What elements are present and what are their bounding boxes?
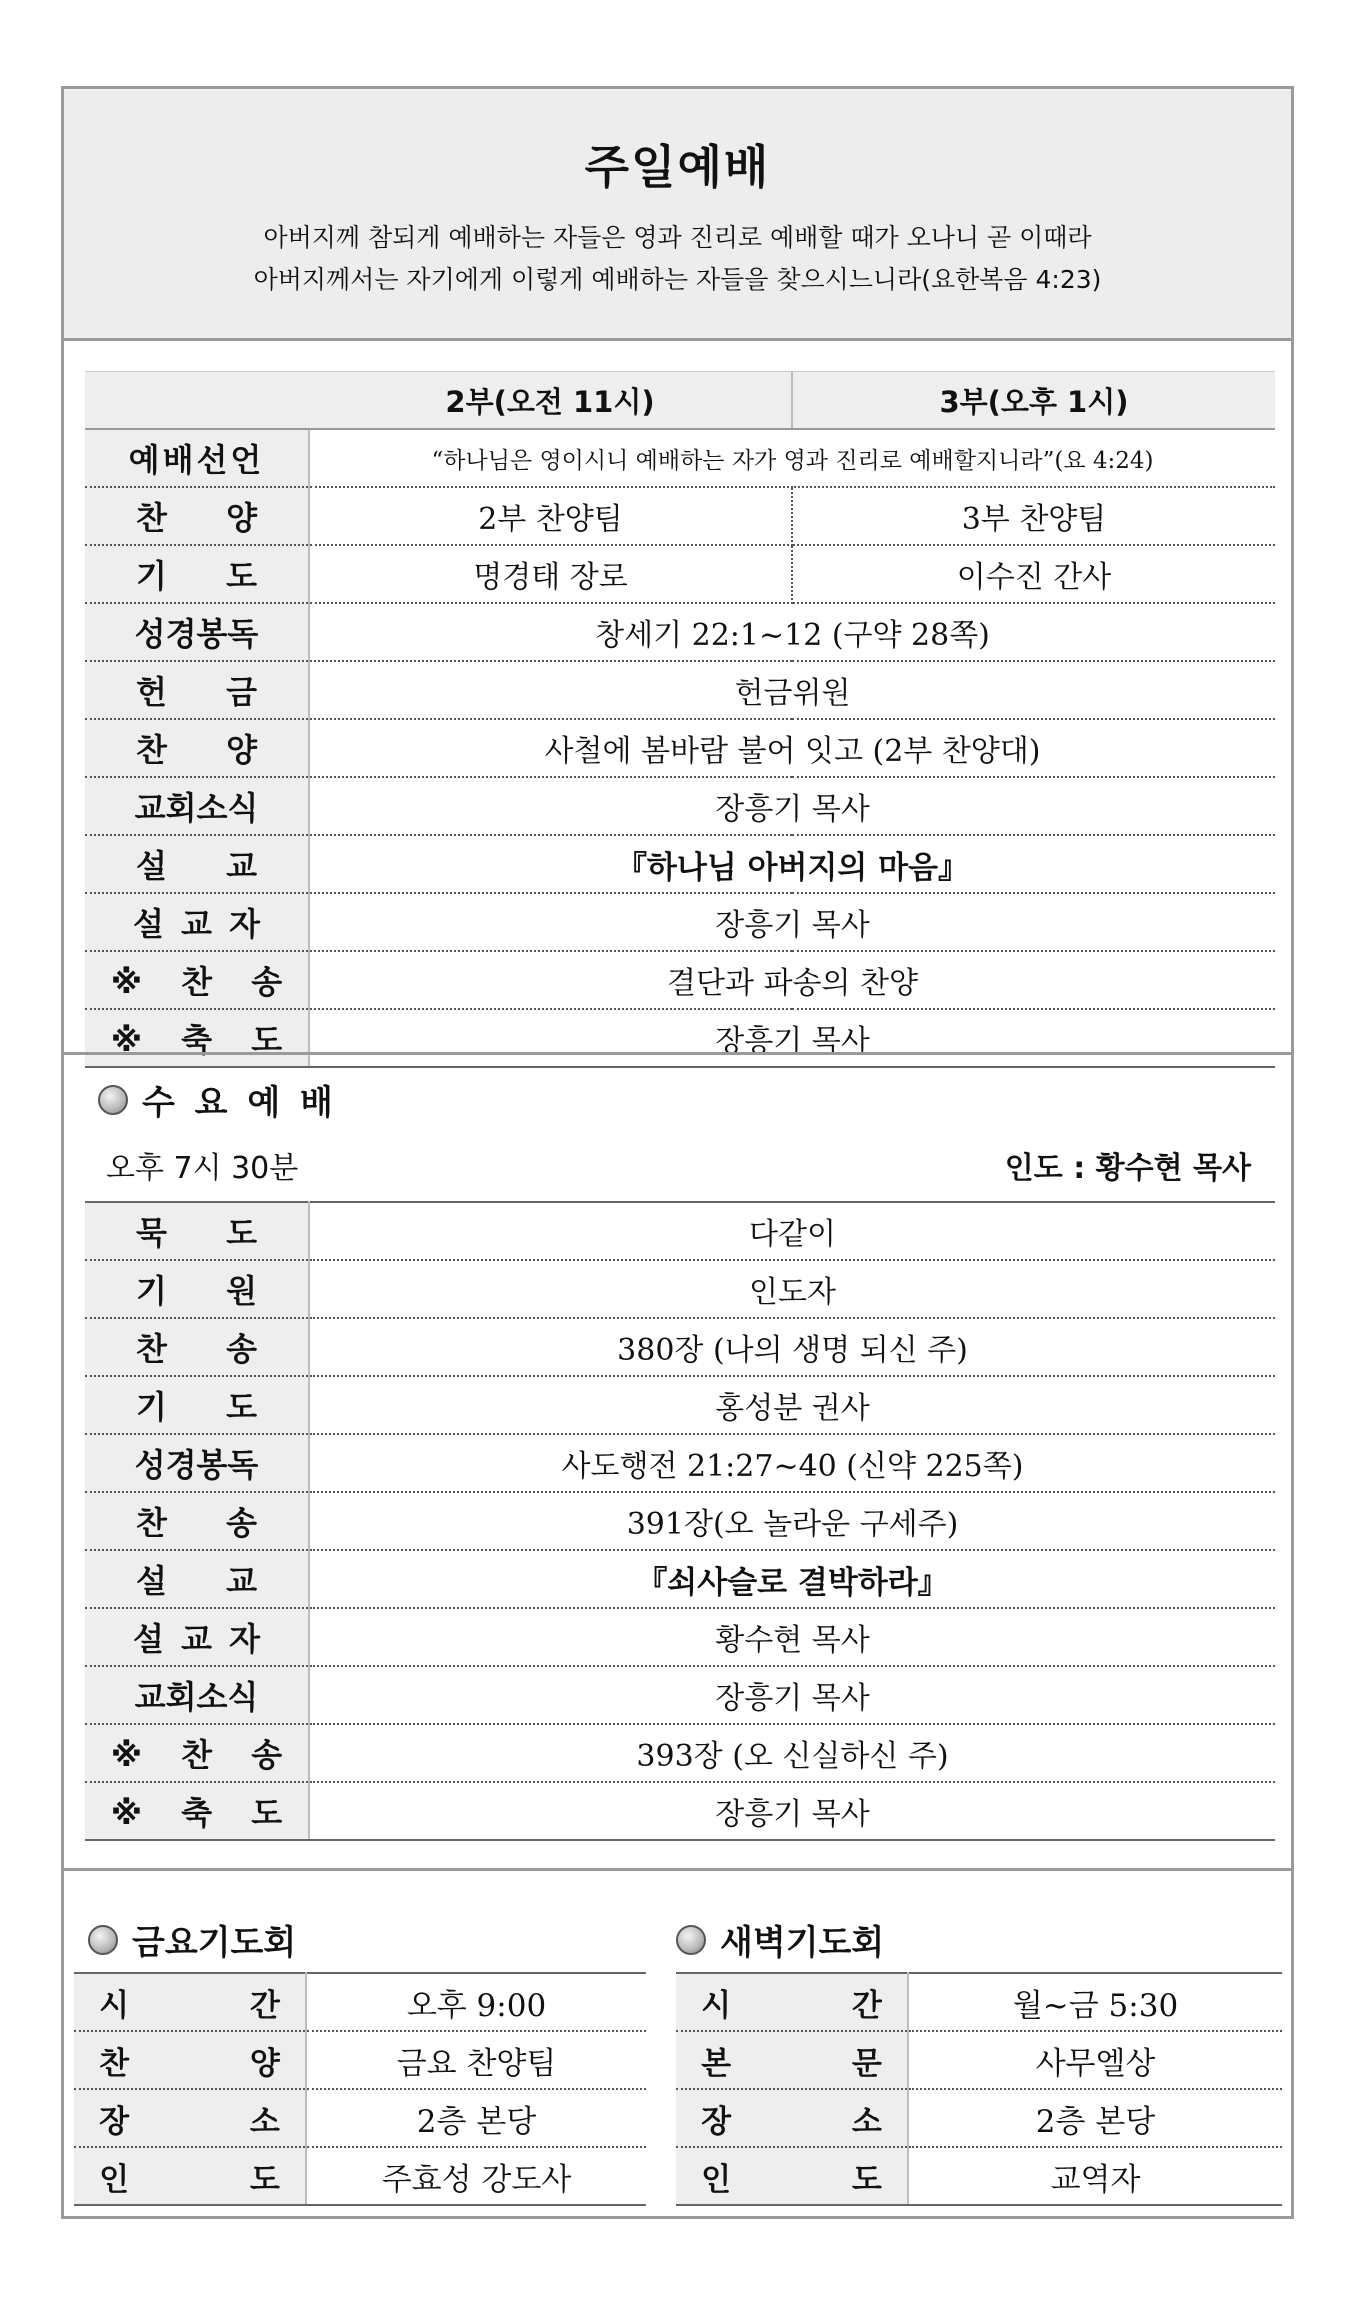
table-row: [85, 487, 1275, 545]
table-row: [85, 719, 1275, 777]
table-row: [74, 2089, 646, 2147]
row-label: 기 원: [85, 1260, 309, 1318]
col-3bu: 3부(오후 1시): [792, 372, 1275, 430]
row-label: 기 도: [85, 1376, 309, 1434]
table-row: [74, 2147, 646, 2205]
row-label: 기 도: [85, 545, 309, 603]
sermon-title: 『쇠사슬로 결박하라』: [309, 1550, 1275, 1608]
wednesday-section-title: [98, 1075, 337, 1124]
row-label: ※ 찬 송: [85, 1724, 309, 1782]
row-label: 장 소: [74, 2089, 306, 2147]
row-label: 찬 송: [85, 1318, 309, 1376]
table-row: [85, 429, 1275, 487]
circle-bullet-icon: [676, 1925, 706, 1955]
sunday-header-row: [85, 372, 1275, 430]
row-value: 장흥기 목사: [309, 893, 1275, 951]
row-value: 오후 9:00: [306, 1973, 646, 2031]
row-label: 교회소식: [85, 1666, 309, 1724]
row-label: ※ 축 도: [85, 1782, 309, 1840]
sunday-order-table: [85, 371, 1275, 1068]
row-value: 380장 (나의 생명 되신 주): [309, 1318, 1275, 1376]
row-label: 헌 금: [85, 661, 309, 719]
header-blank-cell: [85, 372, 309, 430]
row-value-3bu: 이수진 간사: [792, 545, 1275, 603]
row-label: 찬 송: [85, 1492, 309, 1550]
table-row: [85, 1492, 1275, 1550]
row-label: 본 문: [676, 2031, 908, 2089]
row-value: 결단과 파송의 찬양: [309, 951, 1275, 1009]
row-value: 금요 찬양팀: [306, 2031, 646, 2089]
row-value: 사도행전 21:27~40 (신약 225쪽): [309, 1434, 1275, 1492]
row-label: 설 교: [85, 1550, 309, 1608]
dawn-prayer-table: [676, 1972, 1282, 2206]
section-title-text: 새벽기도회: [720, 1923, 885, 1963]
row-value: 인도자: [309, 1260, 1275, 1318]
friday-section-title: [88, 1915, 296, 1964]
table-row: [85, 603, 1275, 661]
table-row: [85, 951, 1275, 1009]
row-value: 391장(오 놀라운 구세주): [309, 1492, 1275, 1550]
section-divider: [64, 1052, 1291, 1055]
row-value: 황수현 목사: [309, 1608, 1275, 1666]
row-value: 장흥기 목사: [309, 1666, 1275, 1724]
row-label: 설 교 자: [85, 893, 309, 951]
table-row: [85, 1260, 1275, 1318]
row-value: 홍성분 권사: [309, 1376, 1275, 1434]
row-label: ※ 찬 송: [85, 951, 309, 1009]
row-label: 찬 양: [85, 719, 309, 777]
row-label: 성경봉독: [85, 1434, 309, 1492]
row-value: 2층 본당: [306, 2089, 646, 2147]
table-row: [676, 1973, 1282, 2031]
row-label: 설 교: [85, 835, 309, 893]
row-value: 장흥기 목사: [309, 1009, 1275, 1067]
row-value: 월~금 5:30: [908, 1973, 1282, 2031]
table-row: [85, 1434, 1275, 1492]
table-row: [85, 661, 1275, 719]
row-value: 헌금위원: [309, 661, 1275, 719]
table-row: [85, 835, 1275, 893]
wednesday-order-table: [85, 1201, 1275, 1841]
row-value: 교역자: [908, 2147, 1282, 2205]
col-2bu: 2부(오전 11시): [309, 372, 792, 430]
row-label: 찬 양: [74, 2031, 306, 2089]
row-value: 주효성 강도사: [306, 2147, 646, 2205]
table-row: [85, 1318, 1275, 1376]
row-label: 인 도: [676, 2147, 908, 2205]
sunday-header: [64, 89, 1291, 341]
bulletin-frame: [61, 86, 1294, 2219]
circle-bullet-icon: [88, 1925, 118, 1955]
page-title: 주일예배: [584, 140, 771, 194]
verse-line-2: 아버지께서는 자기에게 이렇게 예배하는 자들을 찾으시느니라(요한복음 4:23): [253, 265, 1102, 294]
table-row: [85, 1782, 1275, 1840]
wednesday-time: 오후 7시 30분: [106, 1151, 299, 1186]
row-value-2bu: 명경태 장로: [309, 545, 792, 603]
sermon-title: 『하나님 아버지의 마음』: [309, 835, 1275, 893]
verse-line-1: 아버지께 참되게 예배하는 자들은 영과 진리로 예배할 때가 오나니 곧 이때라: [263, 223, 1092, 252]
row-value-2bu: 2부 찬양팀: [309, 487, 792, 545]
row-value: 다같이: [309, 1202, 1275, 1260]
row-label: 묵 도: [85, 1202, 309, 1260]
row-label: 찬 양: [85, 487, 309, 545]
circle-bullet-icon: [98, 1085, 128, 1115]
row-label: 설 교 자: [85, 1608, 309, 1666]
section-title-text: 금요기도회: [132, 1923, 297, 1963]
table-row: [85, 1376, 1275, 1434]
table-row: [85, 777, 1275, 835]
row-value-3bu: 3부 찬양팀: [792, 487, 1275, 545]
row-value: 사철에 봄바람 불어 잇고 (2부 찬양대): [309, 719, 1275, 777]
row-value: 393장 (오 신실하신 주): [309, 1724, 1275, 1782]
table-row: [85, 1666, 1275, 1724]
verse-text: [64, 217, 1291, 301]
table-row: [85, 545, 1275, 603]
row-label: 인 도: [74, 2147, 306, 2205]
row-value: 2층 본당: [908, 2089, 1282, 2147]
wednesday-leader: 인도 : 황수현 목사: [1004, 1151, 1251, 1186]
row-label: 성경봉독: [85, 603, 309, 661]
row-value: “하나님은 영이시니 예배하는 자가 영과 진리로 예배할지니라”(요 4:24): [309, 429, 1275, 487]
table-row: [74, 2031, 646, 2089]
section-divider: [64, 1868, 1291, 1871]
table-row: [85, 1724, 1275, 1782]
section-title-text: 수 요 예 배: [142, 1083, 337, 1123]
table-row: [85, 1550, 1275, 1608]
row-label: 예배선언: [85, 429, 309, 487]
row-value: 창세기 22:1~12 (구약 28쪽): [309, 603, 1275, 661]
table-row: [676, 2089, 1282, 2147]
table-row: [85, 1608, 1275, 1666]
row-label: 교회소식: [85, 777, 309, 835]
table-row: [85, 893, 1275, 951]
dawn-section-title: [676, 1915, 884, 1964]
row-value: 장흥기 목사: [309, 777, 1275, 835]
row-label: 장 소: [676, 2089, 908, 2147]
table-row: [676, 2031, 1282, 2089]
row-value: 사무엘상: [908, 2031, 1282, 2089]
table-row: [676, 2147, 1282, 2205]
table-row: [85, 1009, 1275, 1067]
table-row: [85, 1202, 1275, 1260]
row-label: 시 간: [74, 1973, 306, 2031]
table-row: [74, 1973, 646, 2031]
row-value: 장흥기 목사: [309, 1782, 1275, 1840]
row-label: 시 간: [676, 1973, 908, 2031]
row-label: ※ 축 도: [85, 1009, 309, 1067]
friday-prayer-table: [74, 1972, 646, 2206]
